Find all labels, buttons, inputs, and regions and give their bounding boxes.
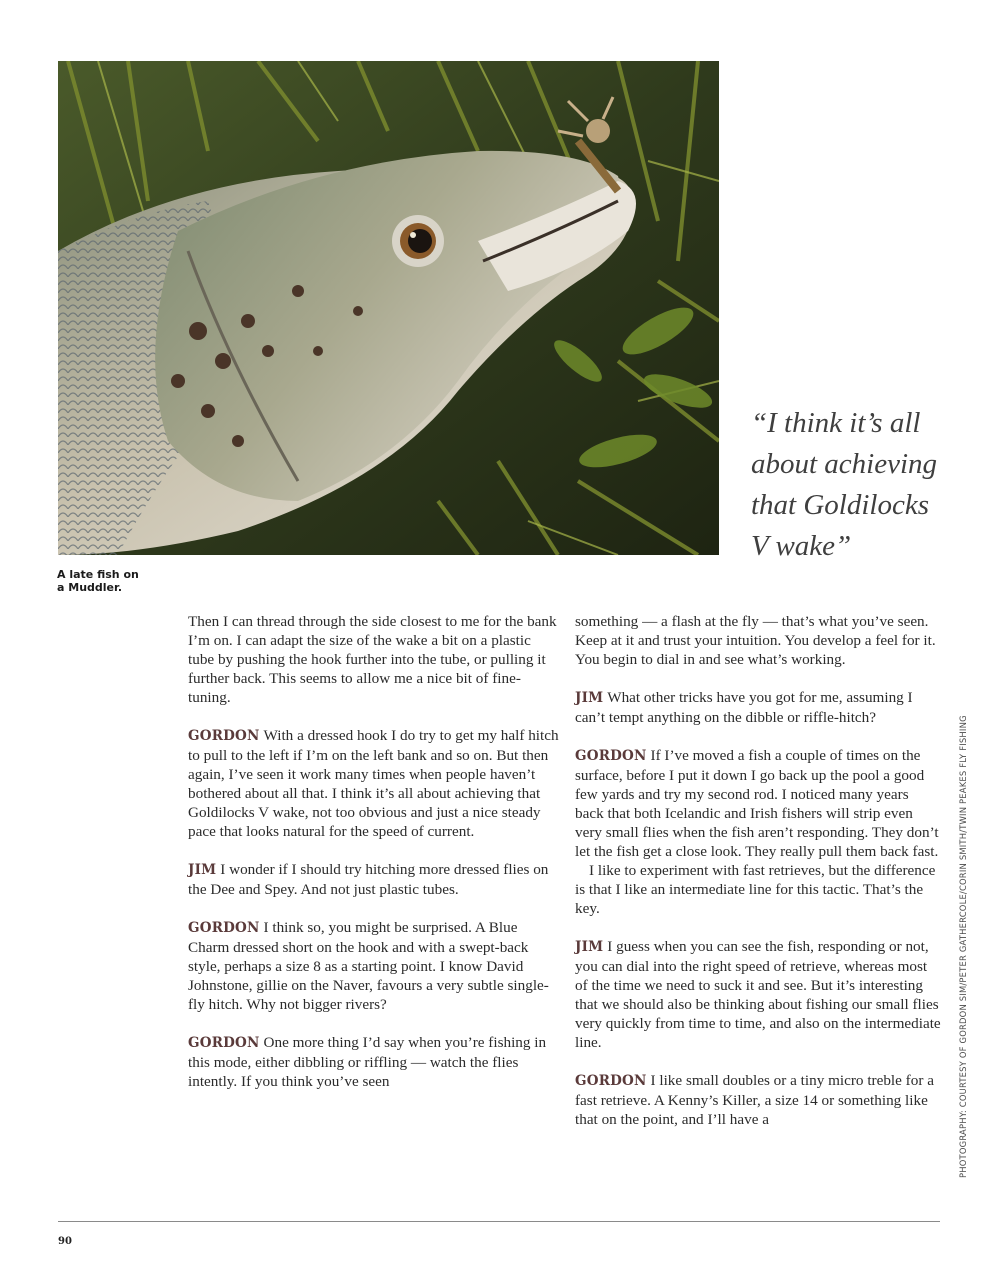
speaker-name: GORDON: [188, 920, 260, 936]
paragraph: [188, 1033, 560, 1091]
paragraph: [575, 612, 941, 669]
paragraph-text: I think so, you might be surprised. A Blue Charm dressed short on the hook and with a swept-back style, perhaps a size 8 as a starting point. I know David Johnstone, gillie on the Naver, favours a very subtle single-fly hitch. Why not bigger rivers?: [188, 919, 549, 1013]
speaker-name: GORDON: [188, 1035, 260, 1051]
pull-quote-line-2: about achieving: [751, 448, 938, 480]
photo-caption: [57, 568, 177, 594]
paragraph-text: Then I can thread through the side closest to me for the bank I’m on. I can adapt the size of the wake a bit on a plastic tube by pushing the hook further into the tube, or pulling it further back. This seems to allow me a nice bit of fine-tuning.: [188, 613, 557, 706]
speaker-name: GORDON: [575, 1073, 647, 1089]
paragraph: [575, 861, 941, 918]
pull-quote-line-4: V wake”: [751, 530, 852, 562]
caption-line-2: a Muddler.: [57, 581, 123, 594]
paragraph: [188, 726, 560, 841]
pull-quote-line-3: that Goldilocks: [751, 489, 930, 521]
paragraph-text: something — a flash at the fly — that’s what you’ve seen. Keep at it and trust your intuition. You develop a feel for it. You begin to dial in and see what’s working.: [575, 613, 936, 668]
paragraph: [188, 612, 560, 707]
paragraph-text: I like small doubles or a tiny micro treble for a fast retrieve. A Kenny’s Killer, a size 14 or something like that on the point, and I’ll have a: [575, 1072, 934, 1128]
speaker-name: GORDON: [188, 728, 260, 744]
paragraph: [575, 1071, 941, 1129]
pull-quote: [751, 403, 951, 567]
photo-credit: PHOTOGRAPHY: COURTESY OF GORDON SIM/PETER GATHERCOLE/CORIN SMITH/TWIN PEAKES FLY FISHING: [958, 715, 968, 1178]
speaker-name: JIM: [575, 690, 604, 706]
right-text-column: [575, 612, 941, 1148]
speaker-name: JIM: [575, 939, 604, 955]
paragraph-text: One more thing I’d say when you’re fishing in this mode, either dibbling or riffling — watch the flies intently. If you think you’ve seen: [188, 1034, 547, 1090]
paragraph-text: If I’ve moved a fish a couple of times on the surface, before I put it down I go back up the pool a good few yards and try my second rod. I noticed many years back that both Icelandic and Irish fishers will strip even very small flies when the fish aren’t responding. They don’t let the fish get a close look. They really pull them back fast.: [575, 747, 939, 860]
paragraph: [188, 860, 560, 899]
paragraph-text: What other tricks have you got for me, assuming I can’t tempt anything on the dibble or riffle-hitch?: [575, 689, 913, 726]
paragraph: [575, 746, 941, 861]
paragraph-text: I like to experiment with fast retrieves, but the difference is that I like an intermediate line for this tactic. That’s the key.: [575, 862, 936, 917]
paragraph-text: With a dressed hook I do try to get my half hitch to pull to the left if I’m on the left bank and so on. But then again, I’ve seen it work many times when people haven’t bothered about all that. I think it’s all about achieving that Goldilocks V wake, not too obvious and just a nice steady pace that looks natural for the speed of current.: [188, 727, 559, 840]
speaker-name: JIM: [188, 862, 217, 878]
paragraph-text: I guess when you can see the fish, responding or not, you can dial into the right speed of retrieve, whereas most of the time we need to suck it and see. But it’s interesting that we should also be thinking about fishing our small flies very quickly from time to time, and also on the intermediate line.: [575, 938, 941, 1051]
paragraph: [575, 937, 941, 1052]
footer-rule: [58, 1221, 940, 1222]
caption-line-1: A late fish on: [57, 568, 139, 581]
salmon-photo: [58, 61, 719, 555]
paragraph: [188, 918, 560, 1014]
left-text-column: [188, 612, 560, 1110]
pull-quote-line-1: “I think it’s all: [751, 407, 921, 439]
paragraph: [575, 688, 941, 727]
page-number: 90: [58, 1236, 72, 1247]
paragraph-text: I wonder if I should try hitching more dressed flies on the Dee and Spey. And not just plastic tubes.: [188, 861, 549, 898]
speaker-name: GORDON: [575, 748, 647, 764]
